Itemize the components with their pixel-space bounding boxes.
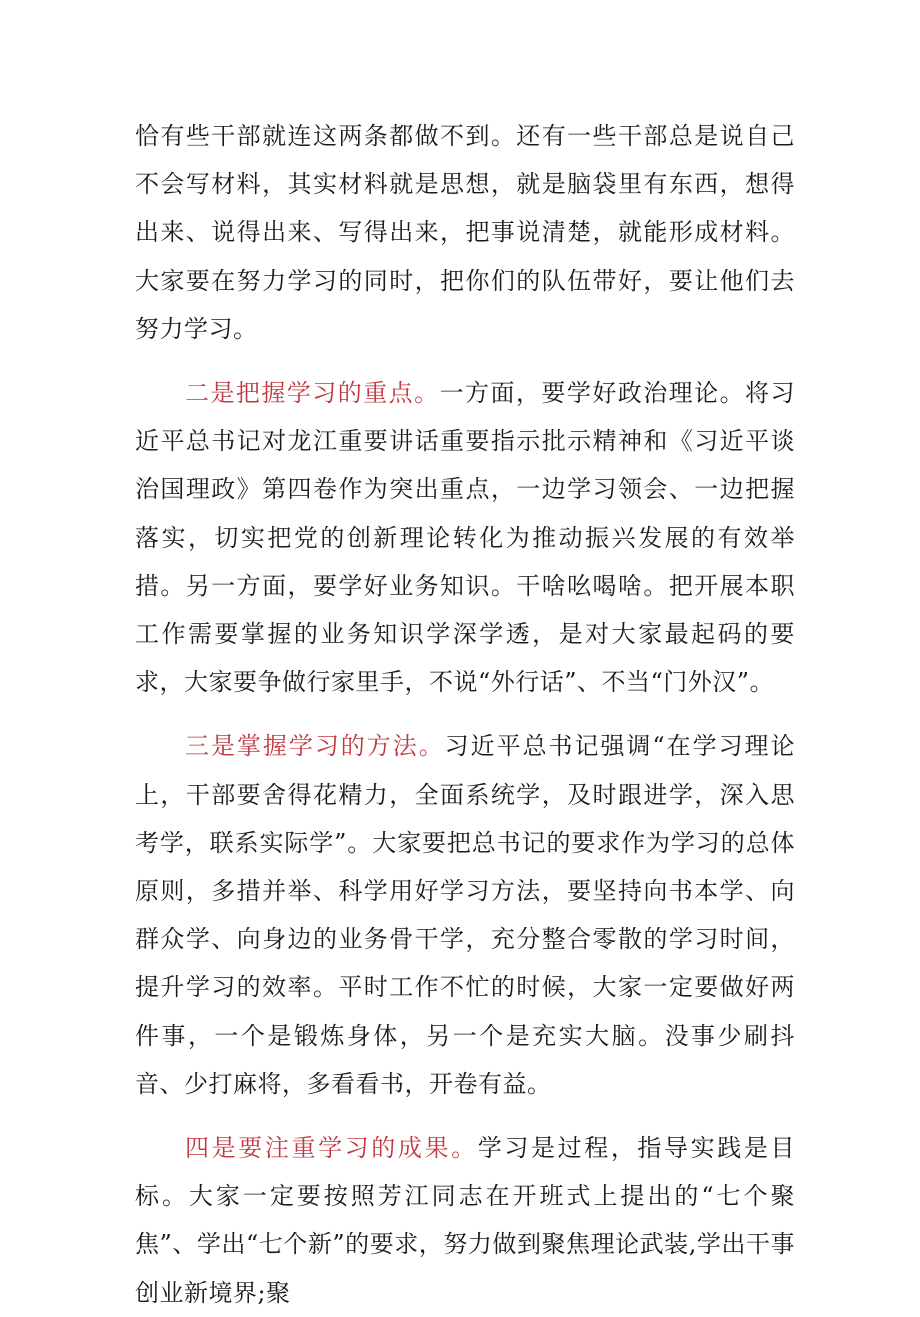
paragraph-point-two — [135, 369, 795, 706]
paragraph-heading: 三是掌握学习的方法。 — [185, 732, 445, 761]
paragraph-body: 恰有些干部就连这两条都做不到。还有一些干部总是说自己不会写材料，其实材料就是思想，就是脑袋里有东西，想得出来、说得出来、写得出来，把事说清楚，就能形成材料。大家要在努力学习的同时，把你们的队伍带好，要让他们去努力学习。 — [135, 122, 795, 343]
paragraph-heading: 四是要注重学习的成果。 — [185, 1134, 478, 1163]
paragraph-point-four — [135, 1124, 795, 1317]
paragraph-body: 学习是过程，指导实践是目标。大家一定要按照芳江同志在开班式上提出的“七个聚焦”、学出“七个新”的要求，努力做到聚焦理论武装,学出干事创业新境界;聚 — [135, 1134, 795, 1307]
paragraph-point-three — [135, 722, 795, 1108]
document-page — [135, 112, 795, 1317]
paragraph-body: 习近平总书记强调“在学习理论上，干部要舍得花精力，全面系统学，及时跟进学，深入思考学，联系实际学”。大家要把总书记的要求作为学习的总体原则，多措并举、科学用好学习方法，要坚持向书本学、向群众学、向身边的业务骨干学，充分整合零散的学习时间，提升学习的效率。平时工作不忙的时候，大家一定要做好两件事，一个是锻炼身体，另一个是充实大脑。没事少刷抖音、少打麻将，多看看书，开卷有益。 — [135, 732, 795, 1098]
paragraph-heading: 二是把握学习的重点。 — [185, 379, 440, 408]
paragraph-continuation — [135, 112, 795, 353]
paragraph-body: 一方面，要学好政治理论。将习近平总书记对龙江重要讲话重要指示批示精神和《习近平谈治国理政》第四卷作为突出重点，一边学习领会、一边把握落实，切实把党的创新理论转化为推动振兴发展的有效举措。另一方面，要学好业务知识。干啥吆喝啥。把开展本职工作需要掌握的业务知识学深学透，是对大家最起码的要求，大家要争做行家里手，不说“外行话”、不当“门外汉”。 — [135, 379, 796, 697]
